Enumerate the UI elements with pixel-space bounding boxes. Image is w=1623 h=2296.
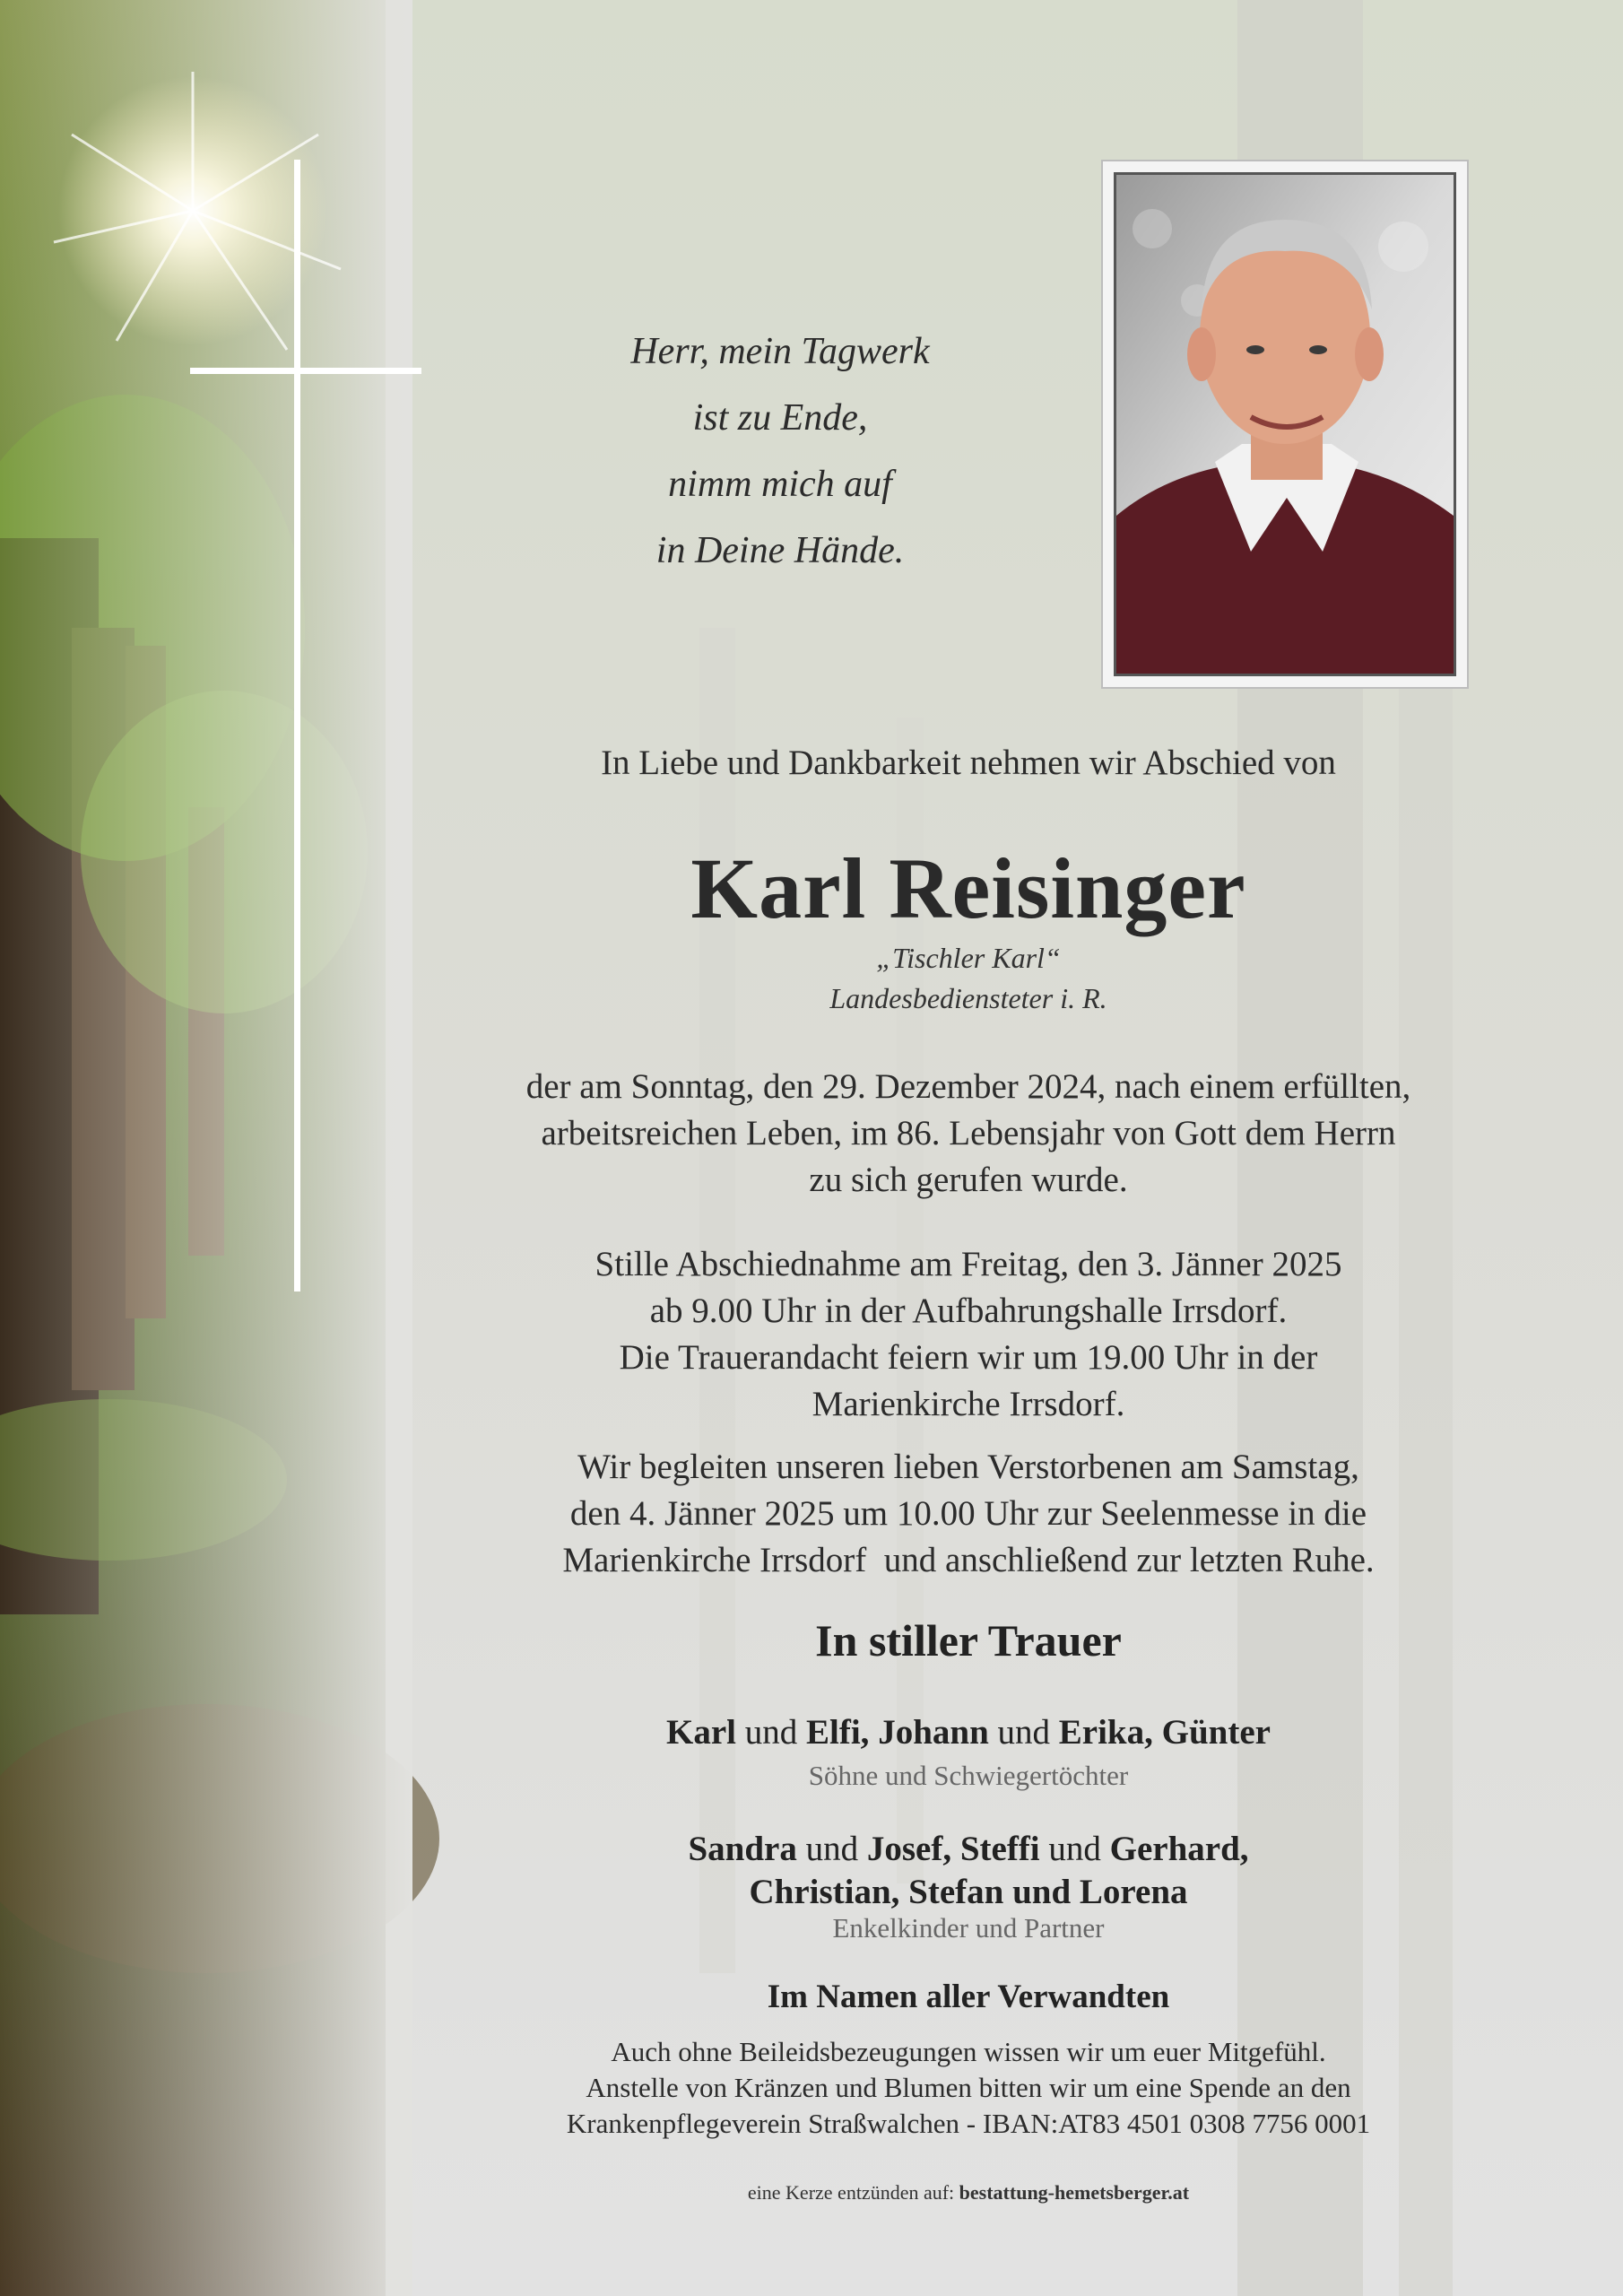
death-notice xyxy=(421,1064,1515,1204)
website-link[interactable]: bestattung-hemetsberger.at xyxy=(959,2181,1190,2204)
text-line: Stille Abschiednahme am Freitag, den 3. Jänner 2025 xyxy=(595,1245,1342,1283)
text-line: Die Trauerandacht feiern wir um 19.00 Uhr in der xyxy=(619,1338,1318,1377)
family-name: Erika, xyxy=(1058,1713,1153,1752)
family-name: Gerhard, xyxy=(1109,1830,1249,1868)
text-line: Marienkirche Irrsdorf und anschließend zur letzten Ruhe. xyxy=(562,1541,1375,1579)
family-name: Christian, Stefan und Lorena xyxy=(749,1873,1188,1911)
relatives-heading: Im Namen aller Verwandten xyxy=(767,1979,1170,2015)
sons-relation: Söhne und Schwiegertöchter xyxy=(808,1760,1129,1791)
text-line: Marienkirche Irrsdorf. xyxy=(812,1385,1125,1423)
donation-note xyxy=(421,2034,1515,2142)
family-name: Josef, xyxy=(866,1830,952,1868)
intro-text: In Liebe und Dankbarkeit nehmen wir Abschied von xyxy=(601,744,1336,782)
sons-names xyxy=(448,1711,1488,1754)
text-line: den 4. Jänner 2025 um 10.00 Uhr zur Seelenmesse in die xyxy=(569,1494,1367,1533)
text-line: Anstelle von Kränzen und Blumen bitten wir um eine Spende an den xyxy=(586,2072,1351,2103)
family-name: Johann xyxy=(878,1713,989,1752)
conjunction: und xyxy=(744,1713,798,1752)
announcement-text xyxy=(421,1064,1515,1622)
verse-line: in Deine Hände. xyxy=(655,530,905,571)
conjunction: und xyxy=(805,1830,859,1868)
grandchildren-relation: Enkelkinder und Partner xyxy=(832,1912,1105,1944)
burial-info xyxy=(421,1444,1515,1584)
family-name: Karl xyxy=(666,1713,737,1752)
deceased-title: Landesbediensteter i. R. xyxy=(829,982,1107,1014)
deceased-nickname: „Tischler Karl“ xyxy=(876,942,1061,974)
portrait-photo xyxy=(1114,172,1456,676)
footer xyxy=(448,2181,1488,2205)
deceased-name: Karl Reisinger xyxy=(690,840,1246,936)
text-line: ab 9.00 Uhr in der Aufbahrungshalle Irrsdorf. xyxy=(649,1292,1288,1330)
family-name: Steffi xyxy=(959,1830,1040,1868)
mourning-heading: In stiller Trauer xyxy=(815,1615,1122,1665)
text-line: Auch ohne Beileidsbezeugungen wissen wir um euer Mitgefühl. xyxy=(611,2036,1326,2067)
family-name: Günter xyxy=(1161,1713,1271,1752)
text-line: Krankenpflegeverein Straßwalchen - IBAN:AT83 4501 0308 7756 0001 xyxy=(566,2108,1371,2139)
family-name: Sandra xyxy=(688,1830,797,1868)
grandchildren-names xyxy=(448,1828,1488,1914)
text-line: zu sich gerufen wurde. xyxy=(809,1161,1128,1199)
verse-line: nimm mich auf xyxy=(668,464,892,505)
verse-line: ist zu Ende, xyxy=(692,397,868,439)
text-line: Wir begleiten unseren lieben Verstorbenen am Samstag, xyxy=(577,1448,1359,1486)
farewell-info xyxy=(421,1241,1515,1428)
text-line: der am Sonntag, den 29. Dezember 2024, nach einem erfüllten, xyxy=(525,1067,1411,1106)
conjunction: und xyxy=(1048,1830,1101,1868)
verse-line: Herr, mein Tagwerk xyxy=(630,331,930,372)
conjunction: und xyxy=(997,1713,1051,1752)
footer-label: eine Kerze entzünden auf: xyxy=(747,2181,955,2204)
text-line: arbeitsreichen Leben, im 86. Lebensjahr von Gott dem Herrn xyxy=(541,1114,1396,1152)
portrait-frame xyxy=(1101,160,1469,689)
family-name: Elfi, xyxy=(806,1713,870,1752)
verse xyxy=(538,318,1022,584)
